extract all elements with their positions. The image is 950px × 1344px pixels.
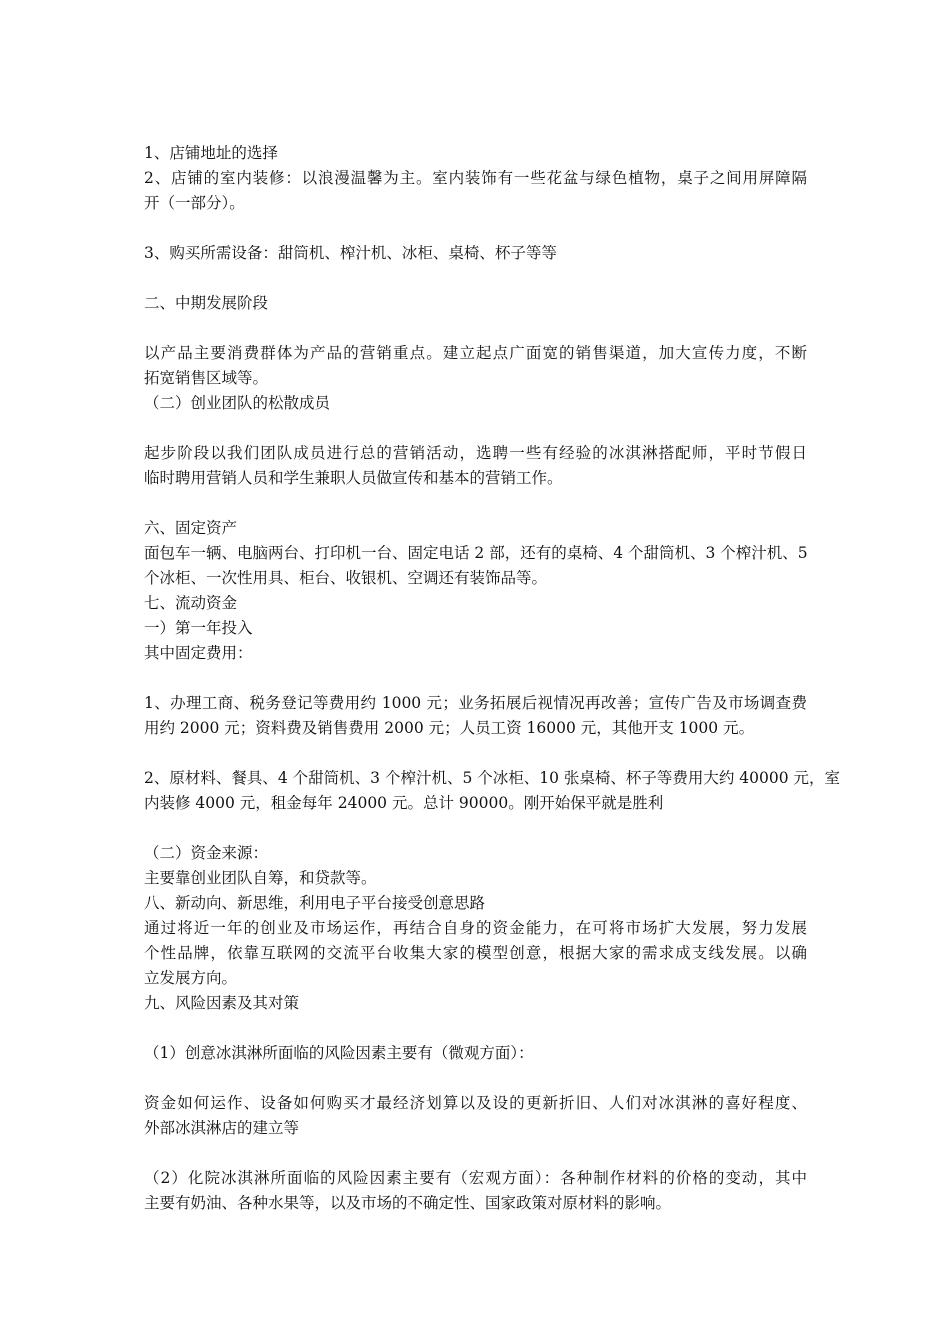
section-heading: 九、风险因素及其对策 — [144, 994, 300, 1012]
text-line: 主要有奶油、各种水果等，以及市场的不确定性、国家政策对原材料的影响。 — [144, 1194, 672, 1212]
text-line: 面包车一辆、电脑两台、打印机一台、固定电话 2 部，还有的桌椅、4 个甜筒机、3 个榨汁机、5 — [144, 544, 808, 562]
text-line: 外部冰淇淋店的建立等 — [144, 1119, 300, 1137]
text-line: 立发展方向。 — [144, 969, 238, 987]
text-line: 3、购买所需设备：甜筒机、榨汁机、冰柜、桌椅、杯子等等 — [144, 244, 557, 262]
text-line: 个冰柜、一次性用具、柜台、收银机、空调还有装饰品等。 — [144, 569, 548, 587]
text-line: 其中固定费用： — [144, 644, 253, 662]
section-heading: （二）资金来源： — [144, 844, 269, 862]
text-line: 主要靠创业团队自筹，和贷款等。 — [144, 869, 377, 887]
section-heading: 八、新动向、新思维，利用电子平台接受创意思路 — [144, 894, 486, 912]
section-heading: （二）创业团队的松散成员 — [144, 394, 331, 412]
text-line: 2、原材料、餐具、4 个甜筒机、3 个榨汁机、5 个冰柜、10 张桌椅、杯子等费用大约 40000 元，室 — [144, 769, 841, 787]
text-line: 个性品牌，依靠互联网的交流平台收集大家的模型创意，根据大家的需求成支线发展。以确 — [144, 944, 807, 962]
text-line: 起步阶段以我们团队成员进行总的营销活动，选聘一些有经验的冰淇淋搭配师，平时节假日 — [144, 444, 807, 462]
text-line: 开（一部分）。 — [144, 194, 245, 212]
text-line: 以产品主要消费群体为产品的营销重点。建立起点广面宽的销售渠道，加大宣传力度，不断 — [144, 344, 807, 362]
text-line: （2）化院冰淇淋所面临的风险因素主要有（宏观方面）：各种制作材料的价格的变动，其中 — [144, 1169, 807, 1187]
text-line: （1）创意冰淇淋所面临的风险因素主要有（微观方面）： — [144, 1044, 534, 1062]
text-line: 2、店铺的室内装修：以浪漫温馨为主。室内装饰有一些花盆与绿色植物，桌子之间用屏障隔 — [144, 169, 807, 187]
section-heading: 六、固定资产 — [144, 519, 238, 537]
section-heading: 七、流动资金 — [144, 594, 238, 612]
text-line: 1、办理工商、税务登记等费用约 1000 元；业务拓展后视情况再改善；宣传广告及市场调查费 — [144, 694, 807, 712]
text-line: 用约 2000 元；资料费及销售费用 2000 元；人员工资 16000 元，其他开支 1000 元。 — [144, 719, 755, 737]
text-line: 内装修 4000 元，租金每年 24000 元。总计 90000。刚开始保平就是胜利 — [144, 794, 664, 812]
text-line: 1、店铺地址的选择 — [144, 144, 278, 162]
text-line: 拓宽销售区域等。 — [144, 369, 269, 387]
text-line: 通过将近一年的创业及市场运作，再结合自身的资金能力，在可将市场扩大发展，努力发展 — [144, 919, 807, 937]
text-line: 临时聘用营销人员和学生兼职人员做宣传和基本的营销工作。 — [144, 469, 563, 487]
section-heading: 二、中期发展阶段 — [144, 294, 269, 312]
text-line: 资金如何运作、设备如何购买才最经济划算以及设的更新折旧、人们对冰淇淋的喜好程度、 — [144, 1094, 807, 1112]
section-heading: 一）第一年投入 — [144, 619, 253, 637]
